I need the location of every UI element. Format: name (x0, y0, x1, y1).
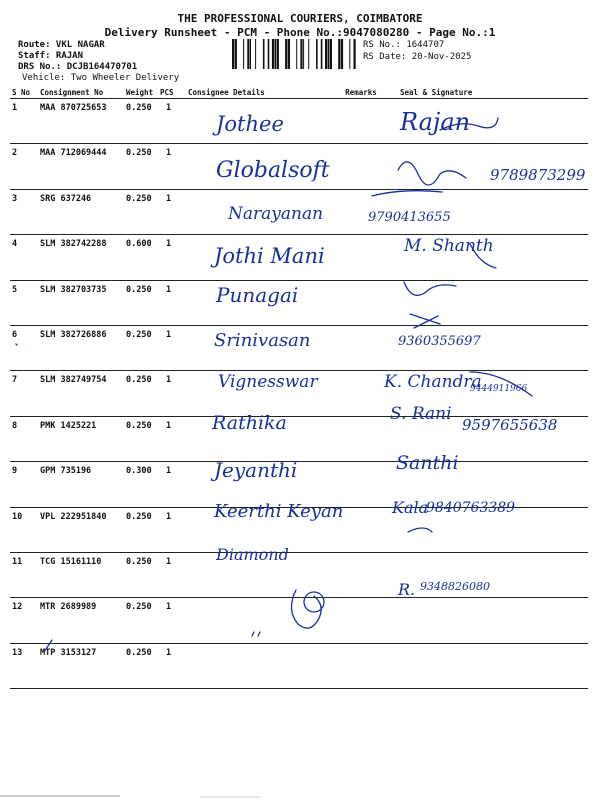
drs-number: DRS No.: DCJB164470701 (18, 62, 138, 72)
cell-consignment: GPM 735196 (38, 462, 124, 507)
handwritten-signature: Rajan (400, 108, 471, 136)
table-row (10, 552, 588, 597)
route-label: Route: VKL NAGAR (18, 40, 105, 50)
cell-remarks (336, 325, 386, 370)
col-seal: Seal & Signature (386, 86, 588, 99)
cell-remarks (336, 507, 386, 552)
handwritten-phone: 9789873299 (490, 166, 586, 184)
cell-pcs: 1 (158, 280, 186, 325)
cell-consignee (186, 598, 336, 643)
col-weight: Weight (124, 86, 158, 99)
vehicle-label: Vehicle: Two Wheeler Delivery (22, 73, 180, 83)
handwritten-name: Narayanan (228, 204, 324, 224)
handwritten-name: Jothee (216, 112, 284, 136)
cell-pcs: 1 (158, 598, 186, 643)
cell-weight: 0.250 (124, 144, 158, 189)
cell-consignment: SLM 382726886 (38, 325, 124, 370)
cell-pcs: 1 (158, 325, 186, 370)
handwritten-name: Vignesswar (218, 372, 318, 392)
cell-pcs: 1 (158, 99, 186, 144)
table-row (10, 144, 588, 189)
cell-seal (386, 280, 588, 325)
cell-seal (386, 507, 588, 552)
cell-seal (386, 371, 588, 416)
handwritten-signature: M. Shanth (404, 236, 494, 256)
cell-sno: 10 (10, 507, 38, 552)
cell-weight: 0.250 (124, 598, 158, 643)
cell-consignment: MAA 712069444 (38, 144, 124, 189)
table-row (10, 99, 588, 144)
handwritten-signature: Santhi (396, 452, 459, 474)
cell-pcs: 1 (158, 371, 186, 416)
col-consignment: Consignment No (38, 86, 124, 99)
handwritten-name: Diamond (216, 545, 289, 564)
cell-remarks (336, 552, 386, 597)
cell-remarks (336, 416, 386, 461)
cell-consignment: MAA 870725653 (38, 99, 124, 144)
cell-consignment: MTR 2689989 (38, 598, 124, 643)
handwritten-signature: K. Chandra (384, 372, 482, 392)
cell-remarks (336, 643, 386, 688)
cell-weight: 0.250 (124, 99, 158, 144)
handwritten-name: Globalsoft (216, 158, 330, 183)
handwritten-signature: R. (398, 580, 416, 599)
cell-seal (386, 462, 588, 507)
handwritten-phone: 9444911966 (470, 384, 528, 394)
table-row (10, 598, 588, 643)
cell-consignment: SLM 382742288 (38, 235, 124, 280)
cell-weight: 0.250 (124, 416, 158, 461)
cell-pcs: 1 (158, 462, 186, 507)
cell-seal (386, 99, 588, 144)
cell-weight: 0.250 (124, 189, 158, 234)
cell-consignment: PMK 1425221 (38, 416, 124, 461)
handwritten-name: Punagai (216, 283, 299, 307)
cell-pcs: 1 (158, 144, 186, 189)
cell-remarks (336, 235, 386, 280)
cell-consignee (186, 643, 336, 688)
cell-consignee (186, 144, 336, 189)
table-row (10, 462, 588, 507)
table-row (10, 235, 588, 280)
cell-consignment: SLM 382703735 (38, 280, 124, 325)
cell-consignment: MTP 3153127 (38, 643, 124, 688)
cell-sno: 4 (10, 235, 38, 280)
cell-sno: 2 (10, 144, 38, 189)
cell-sno: 5 (10, 280, 38, 325)
table-row (10, 507, 588, 552)
company-title: THE PROFESSIONAL COURIERS, COIMBATORE (177, 12, 423, 25)
cell-sno: 11 (10, 552, 38, 597)
cell-consignee (186, 507, 336, 552)
handwritten-phone: 9790413655 (368, 210, 451, 225)
cell-seal (386, 552, 588, 597)
cell-weight: 0.250 (124, 507, 158, 552)
handwritten-name: Jothi Mani (214, 244, 325, 268)
cell-consignee (186, 235, 336, 280)
cell-consignment: SRG 637246 (38, 189, 124, 234)
cell-remarks (336, 144, 386, 189)
cell-consignee (186, 371, 336, 416)
cell-sno: 1 (10, 99, 38, 144)
cell-consignment: SLM 382749754 (38, 371, 124, 416)
handwritten-signature: Kala (392, 498, 429, 517)
rs-date: RS Date: 20-Nov-2025 (363, 52, 472, 62)
cell-consignee (186, 552, 336, 597)
cell-pcs: 1 (158, 552, 186, 597)
cell-consignment: TCG 15161110 (38, 552, 124, 597)
cell-weight: 0.300 (124, 462, 158, 507)
cell-remarks (336, 371, 386, 416)
cell-consignee (186, 280, 336, 325)
table-header-row (10, 86, 588, 99)
handwritten-name: Rathika (212, 412, 287, 434)
col-consignee: Consignee Details (186, 86, 336, 99)
cell-seal (386, 643, 588, 688)
runsheet-table (10, 86, 588, 689)
cell-consignee (186, 99, 336, 144)
col-pcs: PCS (158, 86, 186, 99)
cell-pcs: 1 (158, 507, 186, 552)
cell-sno: 7 (10, 371, 38, 416)
cell-remarks (336, 598, 386, 643)
cell-sno: 12 (10, 598, 38, 643)
cell-seal (386, 416, 588, 461)
cell-seal (386, 325, 588, 370)
cell-weight: 0.600 (124, 235, 158, 280)
col-remarks: Remarks (336, 86, 386, 99)
cell-seal (386, 235, 588, 280)
handwritten-name: Srinivasan (214, 330, 311, 351)
handwritten-signature: S. Rani (390, 404, 452, 424)
handwritten-phone: 9840763389 (426, 500, 516, 516)
rs-number: RS No.: 1644707 (363, 40, 445, 50)
cell-consignee (186, 189, 336, 234)
table-row (10, 416, 588, 461)
handwritten-phone: 9360355697 (398, 334, 481, 349)
cell-remarks (336, 462, 386, 507)
cell-seal (386, 189, 588, 234)
cell-pcs: 1 (158, 235, 186, 280)
cell-consignee (186, 416, 336, 461)
handwritten-name: Keerthi Keyan (214, 501, 344, 522)
table-row (10, 643, 588, 688)
cell-consignee (186, 325, 336, 370)
cell-sno: 3 (10, 189, 38, 234)
scan-edge-smudge (0, 790, 600, 800)
cell-sno: 6 (10, 325, 38, 370)
cell-weight: 0.250 (124, 371, 158, 416)
cell-remarks (336, 99, 386, 144)
cell-sno: 13 (10, 643, 38, 688)
cell-sno: 8 (10, 416, 38, 461)
runsheet-subtitle: Delivery Runsheet - PCM - Phone No.:9047080280 - Page No.:1 (104, 26, 496, 39)
table-row (10, 189, 588, 234)
cell-seal (386, 598, 588, 643)
handwritten-name: Jeyanthi (214, 458, 298, 482)
staff-label: Staff: RAJAN (18, 51, 84, 61)
cell-remarks (336, 280, 386, 325)
cell-consignment: VPL 222951840 (38, 507, 124, 552)
cell-remarks (336, 189, 386, 234)
handwritten-phone: 9597655638 (462, 416, 558, 434)
barcode-image (232, 39, 356, 69)
table-row (10, 325, 588, 370)
cell-consignee (186, 462, 336, 507)
cell-weight: 0.250 (124, 643, 158, 688)
cell-weight: 0.250 (124, 280, 158, 325)
handwritten-phone: 9348826080 (420, 580, 490, 593)
cell-pcs: 1 (158, 189, 186, 234)
table-row (10, 280, 588, 325)
cell-weight: 0.250 (124, 325, 158, 370)
cell-weight: 0.250 (124, 552, 158, 597)
col-sno: S No (10, 86, 38, 99)
cell-pcs: 1 (158, 416, 186, 461)
cell-pcs: 1 (158, 643, 186, 688)
cell-seal (386, 144, 588, 189)
table-row (10, 371, 588, 416)
cell-sno: 9 (10, 462, 38, 507)
